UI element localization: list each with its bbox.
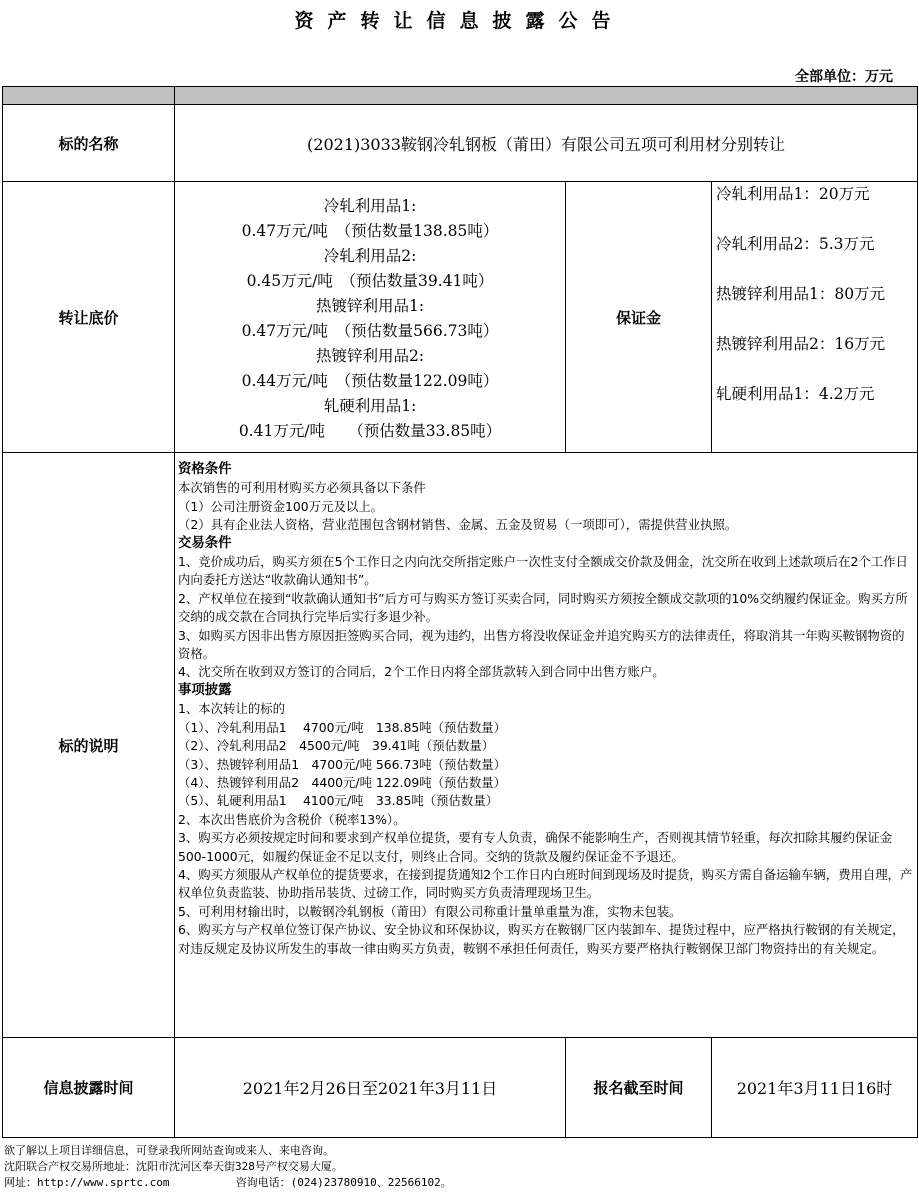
desc-cell bbox=[174, 452, 918, 1038]
footer-website[interactable]: 网址：http://www.sprtc.com bbox=[4, 1176, 170, 1189]
desc-section-heading: 资格条件 bbox=[178, 462, 232, 477]
desc-line: 2、产权单位在接到“收款确认通知书”后方可与购买方签订买卖合同，同时购买方须按全额成交款项的10%交纳履约保证金。购买方所交纳的成交款在合同执行完毕后实行多退少补。 bbox=[178, 590, 908, 625]
price-line: 冷轧利用品2: bbox=[323, 247, 417, 265]
price-line: 热镀锌利用品2: bbox=[315, 347, 425, 365]
disclosure-value: 2021年2月26日至2021年3月11日 bbox=[174, 1037, 566, 1138]
price-line: 热镀锌利用品1: bbox=[315, 297, 425, 315]
deposit-line: 冷轧利用品2：5.3万元 bbox=[716, 235, 875, 253]
price-line: 0.47万元/吨 （预估数量138.85吨） bbox=[241, 222, 499, 240]
desc-line: （5）、轧硬利用品1 4100元/吨 33.85吨（预估数量） bbox=[178, 793, 499, 809]
footer-line-1: 欲了解以上项目详细信息，可登录我所网站查询或来人、来电咨询。 bbox=[4, 1144, 334, 1157]
desc-line: 4、购买方须服从产权单位的提货要求，在接到提货通知2个工作日内白班时间到现场及时提货，购买方需自备运输车辆，费用自理，产权单位负责监装、协助指吊装货、过磅工作，同时购买方负责清理现场卫生。 bbox=[178, 866, 913, 901]
desc-line: 2、本次出售底价为含税价（税率13%）。 bbox=[178, 811, 406, 827]
page-title: 资产转让信息披露公告 bbox=[294, 10, 625, 32]
desc-line: （1）、冷轧利用品1 4700元/吨 138.85吨（预估数量） bbox=[178, 719, 506, 735]
deposit-list bbox=[712, 182, 917, 432]
desc-line: （4）、热镀锌利用品2 4400元/吨 122.09吨（预估数量） bbox=[178, 774, 506, 790]
deposit-line: 热镀锌利用品2：16万元 bbox=[716, 335, 886, 353]
desc-line: 3、如购买方因非出售方原因拒签购买合同，视为违约，出售方将没收保证金并追究购买方的法律责任，将取消其一年购买鞍钢物资的资格。 bbox=[178, 627, 905, 662]
desc-section-heading: 事项披露 bbox=[178, 682, 232, 698]
deposit-line: 热镀锌利用品1：80万元 bbox=[716, 285, 886, 303]
price-line: 冷轧利用品1: bbox=[323, 197, 417, 215]
desc-line: 1、竞价成功后，购买方须在5个工作日之内向沈交所指定账户一次性支付全额成交价款及佣金，沈交所在收到上述款项后在2个工作日内向委托方送达“收款确认通知书”。 bbox=[178, 554, 908, 588]
price-line: 轧硬利用品1: bbox=[323, 397, 417, 415]
deadline-value: 2021年3月11日16时 bbox=[711, 1037, 918, 1138]
disclosure-table bbox=[2, 86, 918, 1138]
price-label: 转让底价 bbox=[2, 181, 175, 453]
price-list bbox=[175, 182, 565, 444]
price-line: 0.41万元/吨 （预估数量33.85吨） bbox=[238, 422, 502, 440]
deposit-line: 冷轧利用品1：20万元 bbox=[716, 185, 870, 203]
deposit-label: 保证金 bbox=[565, 181, 712, 453]
price-line: 0.47万元/吨 （预估数量566.73吨） bbox=[241, 322, 499, 340]
desc-text bbox=[175, 453, 917, 958]
desc-line: 5、可利用材输出时，以鞍钢冷轧钢板（莆田）有限公司称重计量单重量为准，实物未包装。 bbox=[178, 903, 682, 919]
price-cell bbox=[174, 181, 566, 453]
desc-line: （3）、热镀锌利用品1 4700元/吨 566.73吨（预估数量） bbox=[178, 756, 506, 772]
footer-phone: 咨询电话：(024)23780910、22566102。 bbox=[235, 1176, 452, 1189]
desc-section-heading: 交易条件 bbox=[178, 535, 232, 551]
price-line: 0.45万元/吨 （预估数量39.41吨） bbox=[246, 272, 494, 290]
deadline-label: 报名截至时间 bbox=[565, 1037, 712, 1138]
unit-note: 全部单位：万元 bbox=[795, 69, 893, 85]
header-strip-right bbox=[174, 86, 918, 105]
desc-line: （1）公司注册资金100万元及以上。 bbox=[178, 498, 384, 514]
desc-line: 4、沈交所在收到双方签订的合同后，2个工作日内将全部货款转入到合同中出售方账户。 bbox=[178, 664, 665, 680]
desc-label: 标的说明 bbox=[2, 452, 175, 1038]
footer-line-2: 沈阳联合产权交易所地址：沈阳市沈河区奉天街328号产权交易大厦。 bbox=[4, 1160, 343, 1173]
footer-line-3 bbox=[4, 1175, 452, 1191]
footer bbox=[4, 1143, 452, 1191]
desc-line: （2）、冷轧利用品2 4500元/吨 39.41吨（预估数量） bbox=[178, 738, 495, 754]
desc-line: 3、购买方必须按规定时间和要求到产权单位提货，要有专人负责，确保不能影响生产，否则视其情节轻重，每次扣除其履约保证金500-1000元，如履约保证金不足以支付，则终止合同。交纳的货款及履约保证金不予退还。 bbox=[178, 830, 893, 864]
desc-line: 1、本次转让的标的 bbox=[178, 701, 286, 717]
deposit-cell bbox=[711, 181, 918, 453]
desc-line: 本次销售的可利用材购买方必须具备以下条件 bbox=[178, 480, 426, 496]
deposit-line: 轧硬利用品1：4.2万元 bbox=[716, 385, 875, 403]
name-label: 标的名称 bbox=[2, 104, 175, 182]
desc-line: 6、购买方与产权单位签订保产协议、安全协议和环保协议，购买方在鞍钢厂区内装卸车、提货过程中，应严格执行鞍钢的有关规定，对违反规定及协议所发生的事故一律由购买方负责，鞍钢不承担任何责任，购买方要严格执行鞍钢保卫部门物资持出的有关规定。 bbox=[178, 922, 905, 956]
header-strip-left bbox=[2, 86, 175, 105]
disclosure-label: 信息披露时间 bbox=[2, 1037, 175, 1138]
name-value: (2021)3033鞍钢冷轧钢板（莆田）有限公司五项可利用材分别转让 bbox=[174, 104, 918, 182]
price-line: 0.44万元/吨 （预估数量122.09吨） bbox=[241, 372, 499, 390]
desc-line: （2）具有企业法人资格，营业范围包含钢材销售、金属、五金及贸易（一项即可），需提供营业执照。 bbox=[178, 517, 738, 533]
